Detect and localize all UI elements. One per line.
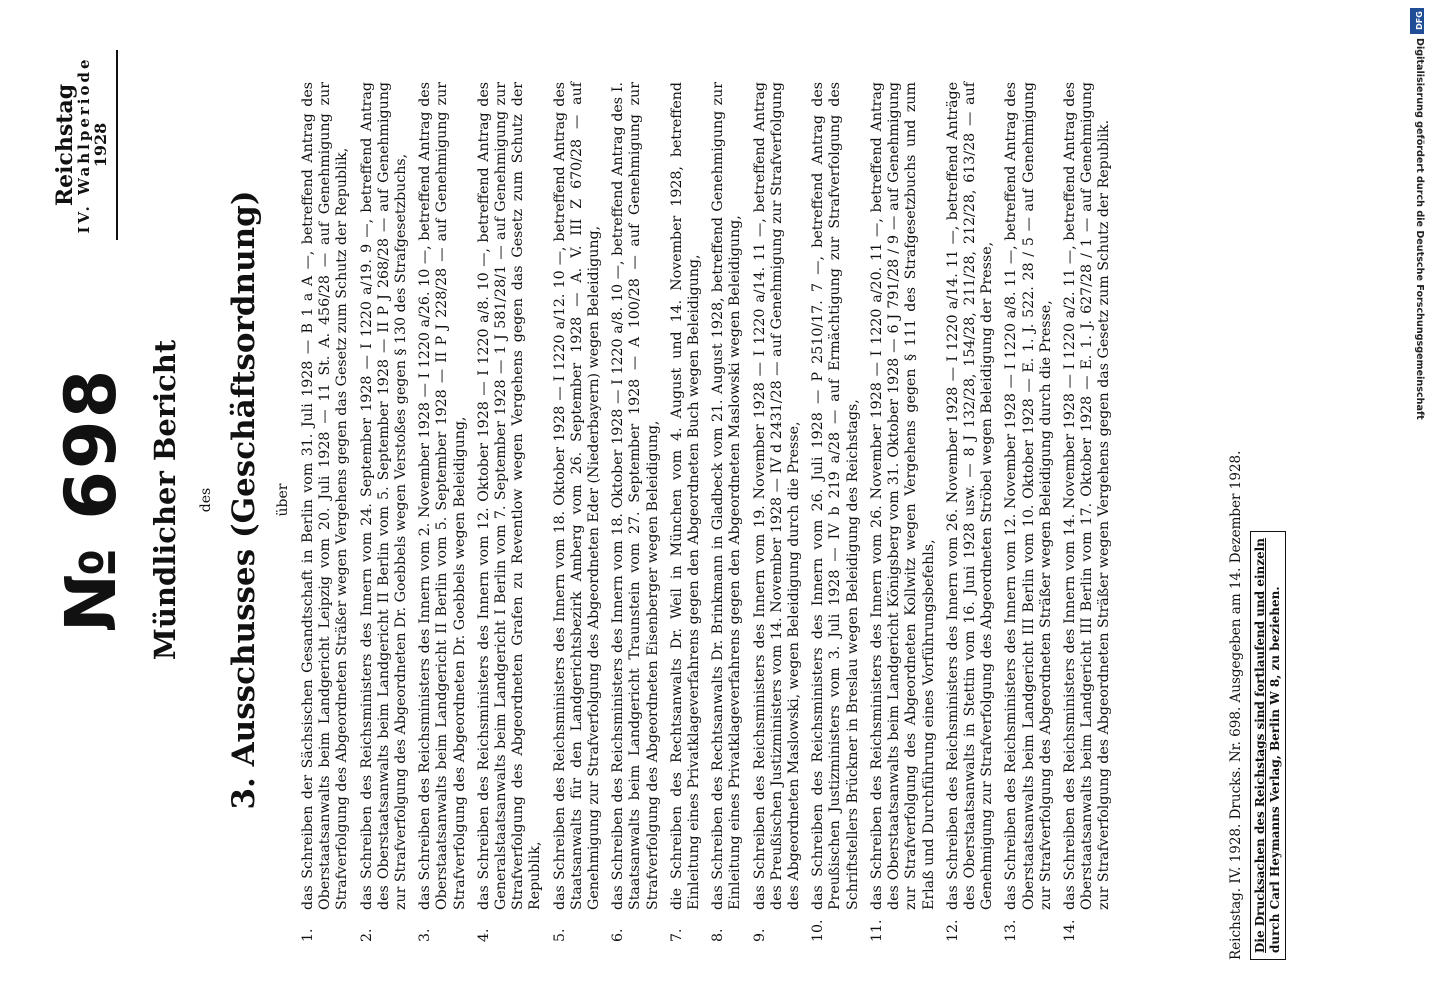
reichstag-label: Reichstag: [52, 83, 78, 207]
item-text: das Schreiben des Reichsministers des Innern vom 12. November 1928 — I 1220 a/8. 11 —, betreffend Antrag des Oberstaatsanwalts beim Landgericht III Berlin vom 10. Oktober 1928 — E. 1. J. 522. 28 / 5 — auf Genehmigung zur Strafverfolgung des Abgeordneten Sträßer wegen Beleidigung durch die Presse,: [1003, 82, 1054, 910]
funding-text-container: [1409, 38, 1425, 420]
item-text: das Schreiben des Reichsministers des Innern vom 26. Juli 1928 — P 2510/17. 7 —, betreffend Antrag des Preußischen Justizministers vom 3. Juli 1928 — IV b 219 a/28 — auf Ermächtigung zur Strafverfolgung des Schriftstellers Brückner in Breslau wegen Beleidigung des Reichstags,: [810, 82, 861, 910]
list-item: [552, 82, 604, 942]
item-text: das Schreiben des Reichsministers des Innern vom 26. November 1928 — I 1220 a/20. 11 —, betreffend Antrag des Oberstaatsanwalts beim Landgericht Königsberg vom 31. Oktober 1928 — 6 J 791/28 / 9 — auf Genehmigung zur Strafverfolgung des Abgeordneten Kollwitz wegen Vergehens gegen § 111 des Strafgesetzbuchs und zum Erlaß und Durchführung eines Vorführungsbefehls,: [868, 82, 937, 910]
item-number: 13.: [1003, 919, 1020, 942]
item-number: 3.: [417, 928, 434, 942]
item-text: das Schreiben des Reichsministers des Innern vom 18. Oktober 1928 — I 1220 a/8. 10 —, betreffend Antrag des I. Staatsanwalts beim Landgericht Traunstein vom 27. September 1928 — A 100/28 — auf Genehmigung zur Strafverfolgung des Abgeordneten Eisenberger wegen Beleidigung,: [610, 82, 661, 910]
item-number: 9.: [751, 928, 768, 942]
item-number: 14.: [1061, 919, 1078, 942]
item-number: 7.: [668, 928, 685, 942]
list-item: [300, 82, 352, 942]
dfg-logo-icon: [1410, 8, 1424, 34]
item-number: 8.: [710, 928, 727, 942]
list-item: [810, 82, 862, 942]
item-text: das Schreiben des Reichsministers des Innern vom 26. November 1928 — I 1220 a/14. 11 —, betreffend Anträge des Oberstaatsanwalts in Stettin vom 16. Juni 1928 usw. — 8 J 132/28, 154/28, 211/28, 212/28, 613/28 — auf Genehmigung zur Strafverfolgung des Abgeordneten Ströbel wegen Beleidigung der Presse,: [944, 82, 996, 910]
ueber-label: über: [275, 483, 291, 517]
item-number: 1.: [300, 928, 316, 942]
item-text: das Schreiben des Reichsministers des Innern vom 2. November 1928 — I 1220 a/26. 10 —, betreffend Antrag des Oberstaatsanwalts beim Landgericht II Berlin vom 5. September 1928 — II P J 228/28 — auf Genehmigung zur Strafverfolgung des Abgeordneten Dr. Goebbels wegen Beleidigung,: [417, 82, 468, 910]
funding-imprint: [1407, 8, 1427, 420]
funding-text: Digitalisierung gefördert durch die Deutsche Forschungsgemeinschaft: [1414, 38, 1425, 420]
list-item: [476, 82, 545, 942]
item-text: das Schreiben des Reichsministers des Innern vom 19. November 1928 — I 1220 a/14. 11 —, betreffend Antrag des Preußischen Justizministers vom 14. November 1928 — IV d 2431/28 — auf Genehmigung zur Strafverfolgung des Abgeordneten Maslowski, wegen Beleidigung durch die Presse,: [751, 82, 803, 910]
list-item: [1003, 82, 1055, 942]
document-page: [30, 30, 1370, 970]
item-text: das Schreiben des Reichsministers des Innern vom 14. November 1928 — I 1220 a/2. 11 —, betreffend Antrag des Oberstaatsanwalts beim Landgericht III Berlin vom 17. Oktober 1928 — E. 1. J. 627/28 / 1 — auf Genehmigung zur Strafverfolgung des Abgeordneten Sträßer wegen Vergehens gegen das Gesetz zum Schutz der Republik.: [1061, 82, 1113, 910]
report-title: Mündlicher Bericht: [148, 339, 182, 661]
year-label: 1928: [90, 122, 110, 168]
item-number: 2.: [358, 928, 375, 942]
committee-title: 3. Ausschusses (Geschäftsordnung): [226, 190, 262, 810]
distribution-note: [1250, 531, 1286, 960]
list-item: [869, 82, 938, 942]
document-number: № 698: [50, 367, 132, 633]
item-text: das Schreiben des Reichsministers des Innern vom 12. Oktober 1928 — I 1220 a/8. 10 —, betreffend Antrag des Generalstaatsanwalts beim Landgericht I Berlin vom 7. September 1928 — 1 J 581/28/1 — auf Genehmigung zur Strafverfolgung des Abgeordneten Grafen zu Reventlow wegen Vergehens gegen das Gesetz zum Schutz der Republik,: [475, 82, 544, 910]
item-number: 12.: [944, 919, 961, 942]
distribution-note-line2: durch Carl Heymanns Verlag, Berlin W 8, zu beziehen.: [1268, 586, 1282, 953]
item-number: 11.: [868, 919, 885, 942]
item-number: 5.: [551, 928, 568, 942]
list-item: [610, 82, 662, 942]
list-item: [417, 82, 469, 942]
list-item: [752, 82, 804, 942]
document-footer: [1228, 60, 1286, 960]
item-number: 10.: [810, 919, 827, 942]
item-text: das Schreiben des Reichsministers des Innern vom 18. Oktober 1928 — I 1220 a/12. 10 —, betreffend Antrag des Staatsanwalts für den Landgerichtsbezirk Amberg vom 26. September 1928 — A. V. III Z 670/28 — auf Genehmigung zur Strafverfolgung des Abgeordneten Eder (Niederbayern) wegen Beleidigung,: [551, 82, 603, 910]
item-text: das Schreiben der Sächsischen Gesandtschaft in Berlin vom 31. Juli 1928 — B 1 a A —, betreffend Antrag des Oberstaatsanwalts beim Landgericht Leipzig vom 20. Juli 1928 — 11 St. A. 456/28 — auf Genehmigung zur Strafverfolgung des Abgeordneten Sträßer wegen Vergehens gegen das Gesetz zum Schutz der Republik,: [300, 82, 351, 910]
imprint-line: Reichstag. IV. 1928. Drucks. Nr. 698. Ausgegeben am 14. Dezember 1928.: [1228, 450, 1244, 960]
item-text: das Schreiben des Rechtsanwalts Dr. Brinkmann in Gladbeck vom 21. August 1928, betreffend Genehmigung zur Einleitung eines Privatklageverfahrens gegen den Abgeordneten Maslowski wegen Beleidigung,: [710, 82, 744, 910]
item-number: 6.: [610, 928, 627, 942]
item-list: [300, 82, 1121, 942]
item-text: die Schreiben des Rechtsanwalts Dr. Weil in München vom 4. August und 14. November 1928, betreffend Einleitung eines Privatklageverfahrens gegen den Abgeordneten Buch wegen Beleidigung,: [668, 82, 703, 910]
list-item: [359, 82, 411, 942]
list-item: [669, 82, 703, 942]
list-item: [710, 82, 744, 942]
wahlperiode-label: IV. Wahlperiode: [75, 56, 94, 234]
dfg-logo-text: DFG: [1414, 11, 1424, 30]
list-item: [945, 82, 997, 942]
list-item: [1062, 82, 1114, 942]
des-label: des: [198, 487, 214, 513]
item-number: 4.: [475, 928, 492, 942]
distribution-note-line1: Die Drucksachen des Reichstags sind fortlaufend und einzeln: [1253, 538, 1267, 953]
item-text: das Schreiben des Reichsministers des Innern vom 24. September 1928 — I 1220 a/19. 9 —, betreffend Antrag des Oberstaatsanwalts beim Landgericht II Berlin vom 5. September 1928 — II P J 268/28 — auf Genehmigung zur Strafverfolgung des Abgeordneten Dr. Goebbels wegen Verstoßes gegen § 130 des Strafgesetzbuchs,: [358, 82, 410, 910]
